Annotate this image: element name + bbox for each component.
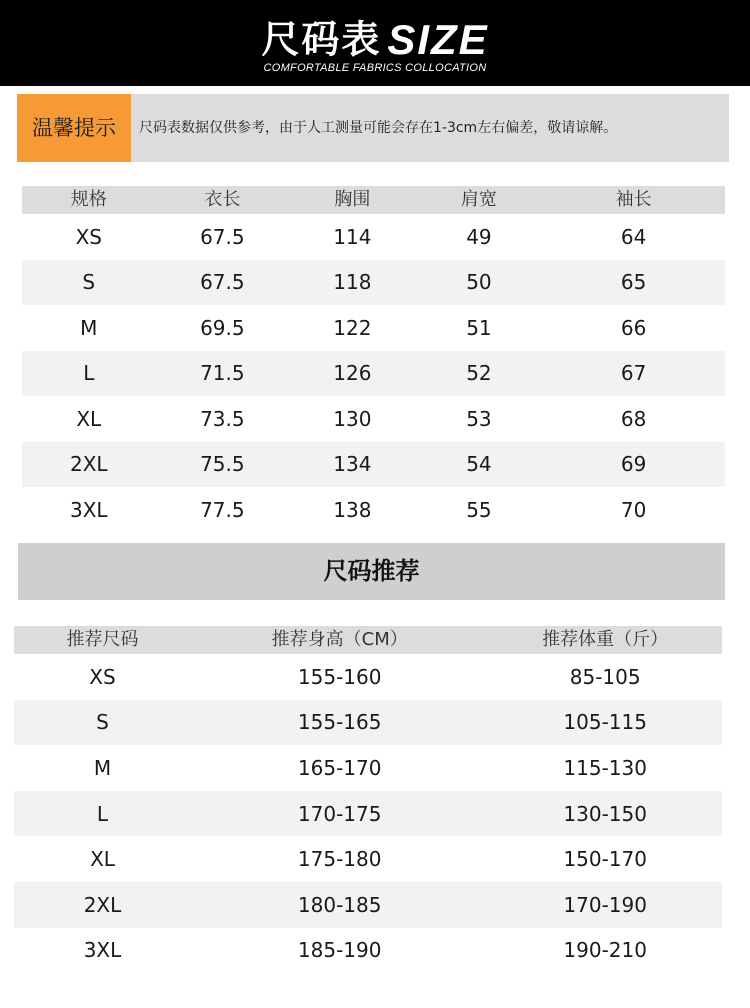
- table-row: [22, 396, 725, 442]
- table-cell: 150-170: [563, 847, 647, 872]
- table-cell: 114: [333, 224, 372, 249]
- table-cell: 170-190: [488, 882, 722, 928]
- table-cell: 52: [416, 351, 543, 397]
- table-cell: 118: [289, 260, 416, 306]
- size-chart-table: [22, 186, 725, 533]
- table-cell: 77.5: [200, 497, 245, 522]
- table-cell: L: [14, 791, 191, 837]
- table-cell: 64: [620, 224, 647, 249]
- page-header: [0, 0, 750, 86]
- table-cell: S: [22, 260, 156, 306]
- table-row: [22, 305, 725, 351]
- table-cell: 66: [620, 315, 647, 340]
- table-cell: S: [14, 700, 191, 746]
- table-row: [14, 654, 722, 700]
- table-cell: 67.5: [156, 260, 290, 306]
- table-row: [14, 700, 722, 746]
- table-cell: 68: [620, 406, 647, 431]
- table-cell: 55: [466, 497, 492, 522]
- notice-text: 尺码表数据仅供参考，由于人工测量可能会存在1-3cm左右偏差，敬请谅解。: [139, 120, 618, 136]
- table-row: [22, 442, 725, 488]
- table-cell: XL: [90, 847, 115, 872]
- column-header: 衣长: [156, 186, 290, 214]
- table-cell: 170-175: [191, 791, 488, 837]
- page-subtitle: COMFORTABLE FABRICS COLLOCATION: [263, 62, 487, 74]
- table-cell: XL: [76, 406, 102, 431]
- table-row: [14, 882, 722, 928]
- table-cell: 50: [416, 260, 543, 306]
- table-cell: 53: [466, 406, 492, 431]
- table-row: [14, 928, 722, 974]
- table-cell: 190-210: [563, 938, 647, 963]
- table-cell: 105-115: [488, 700, 722, 746]
- table-cell: 126: [289, 351, 416, 397]
- column-header: 胸围: [289, 186, 416, 214]
- column-header: 推荐身高（CM）: [191, 626, 488, 654]
- table-cell: 3XL: [83, 938, 122, 963]
- table-cell: 130-150: [488, 791, 722, 837]
- size-recommendation-table: [14, 626, 722, 973]
- table-cell: 75.5: [156, 442, 290, 488]
- table-cell: 73.5: [200, 406, 245, 431]
- column-header: 推荐体重（斤）: [488, 626, 722, 654]
- table-cell: 70: [620, 497, 647, 522]
- table-cell: 115-130: [563, 755, 647, 780]
- size-chart-header-row: [22, 186, 725, 214]
- size-recommendation-banner: 尺码推荐: [18, 543, 725, 600]
- table-cell: M: [93, 755, 112, 780]
- table-row: [22, 487, 725, 533]
- table-cell: 134: [289, 442, 416, 488]
- page-title: [0, 14, 750, 65]
- table-cell: 69: [542, 442, 725, 488]
- title-chinese: 尺码表: [261, 17, 382, 62]
- table-row: [22, 260, 725, 306]
- table-cell: 175-180: [297, 847, 382, 872]
- column-header: 规格: [22, 186, 156, 214]
- table-cell: 3XL: [69, 497, 108, 522]
- table-cell: 180-185: [191, 882, 488, 928]
- table-cell: 185-190: [297, 938, 382, 963]
- table-row: [14, 745, 722, 791]
- table-cell: 54: [416, 442, 543, 488]
- table-cell: 85-105: [569, 664, 641, 689]
- table-row: [14, 836, 722, 882]
- table-cell: M: [80, 315, 98, 340]
- table-cell: 165-170: [297, 755, 382, 780]
- notice-tag: 温馨提示: [17, 94, 131, 162]
- column-header: 推荐尺码: [14, 626, 191, 654]
- recommendation-header-row: [14, 626, 722, 654]
- table-cell: L: [22, 351, 156, 397]
- table-row: [22, 351, 725, 397]
- table-cell: 138: [333, 497, 372, 522]
- table-cell: 65: [542, 260, 725, 306]
- column-header: 肩宽: [416, 186, 543, 214]
- column-header: 袖长: [542, 186, 725, 214]
- table-cell: 130: [333, 406, 372, 431]
- table-cell: 2XL: [14, 882, 191, 928]
- table-cell: XS: [89, 664, 116, 689]
- title-english: SIZE: [387, 15, 489, 63]
- table-cell: 122: [333, 315, 372, 340]
- table-cell: 2XL: [22, 442, 156, 488]
- table-cell: 69.5: [200, 315, 245, 340]
- table-cell: 49: [466, 224, 492, 249]
- table-row: [22, 214, 725, 260]
- table-cell: 155-160: [297, 664, 382, 689]
- table-cell: XS: [75, 224, 102, 249]
- table-row: [14, 791, 722, 837]
- notice-bar: [17, 94, 729, 162]
- table-cell: 51: [466, 315, 492, 340]
- table-cell: 155-165: [191, 700, 488, 746]
- table-cell: 67.5: [200, 224, 245, 249]
- table-cell: 67: [542, 351, 725, 397]
- table-cell: 71.5: [156, 351, 290, 397]
